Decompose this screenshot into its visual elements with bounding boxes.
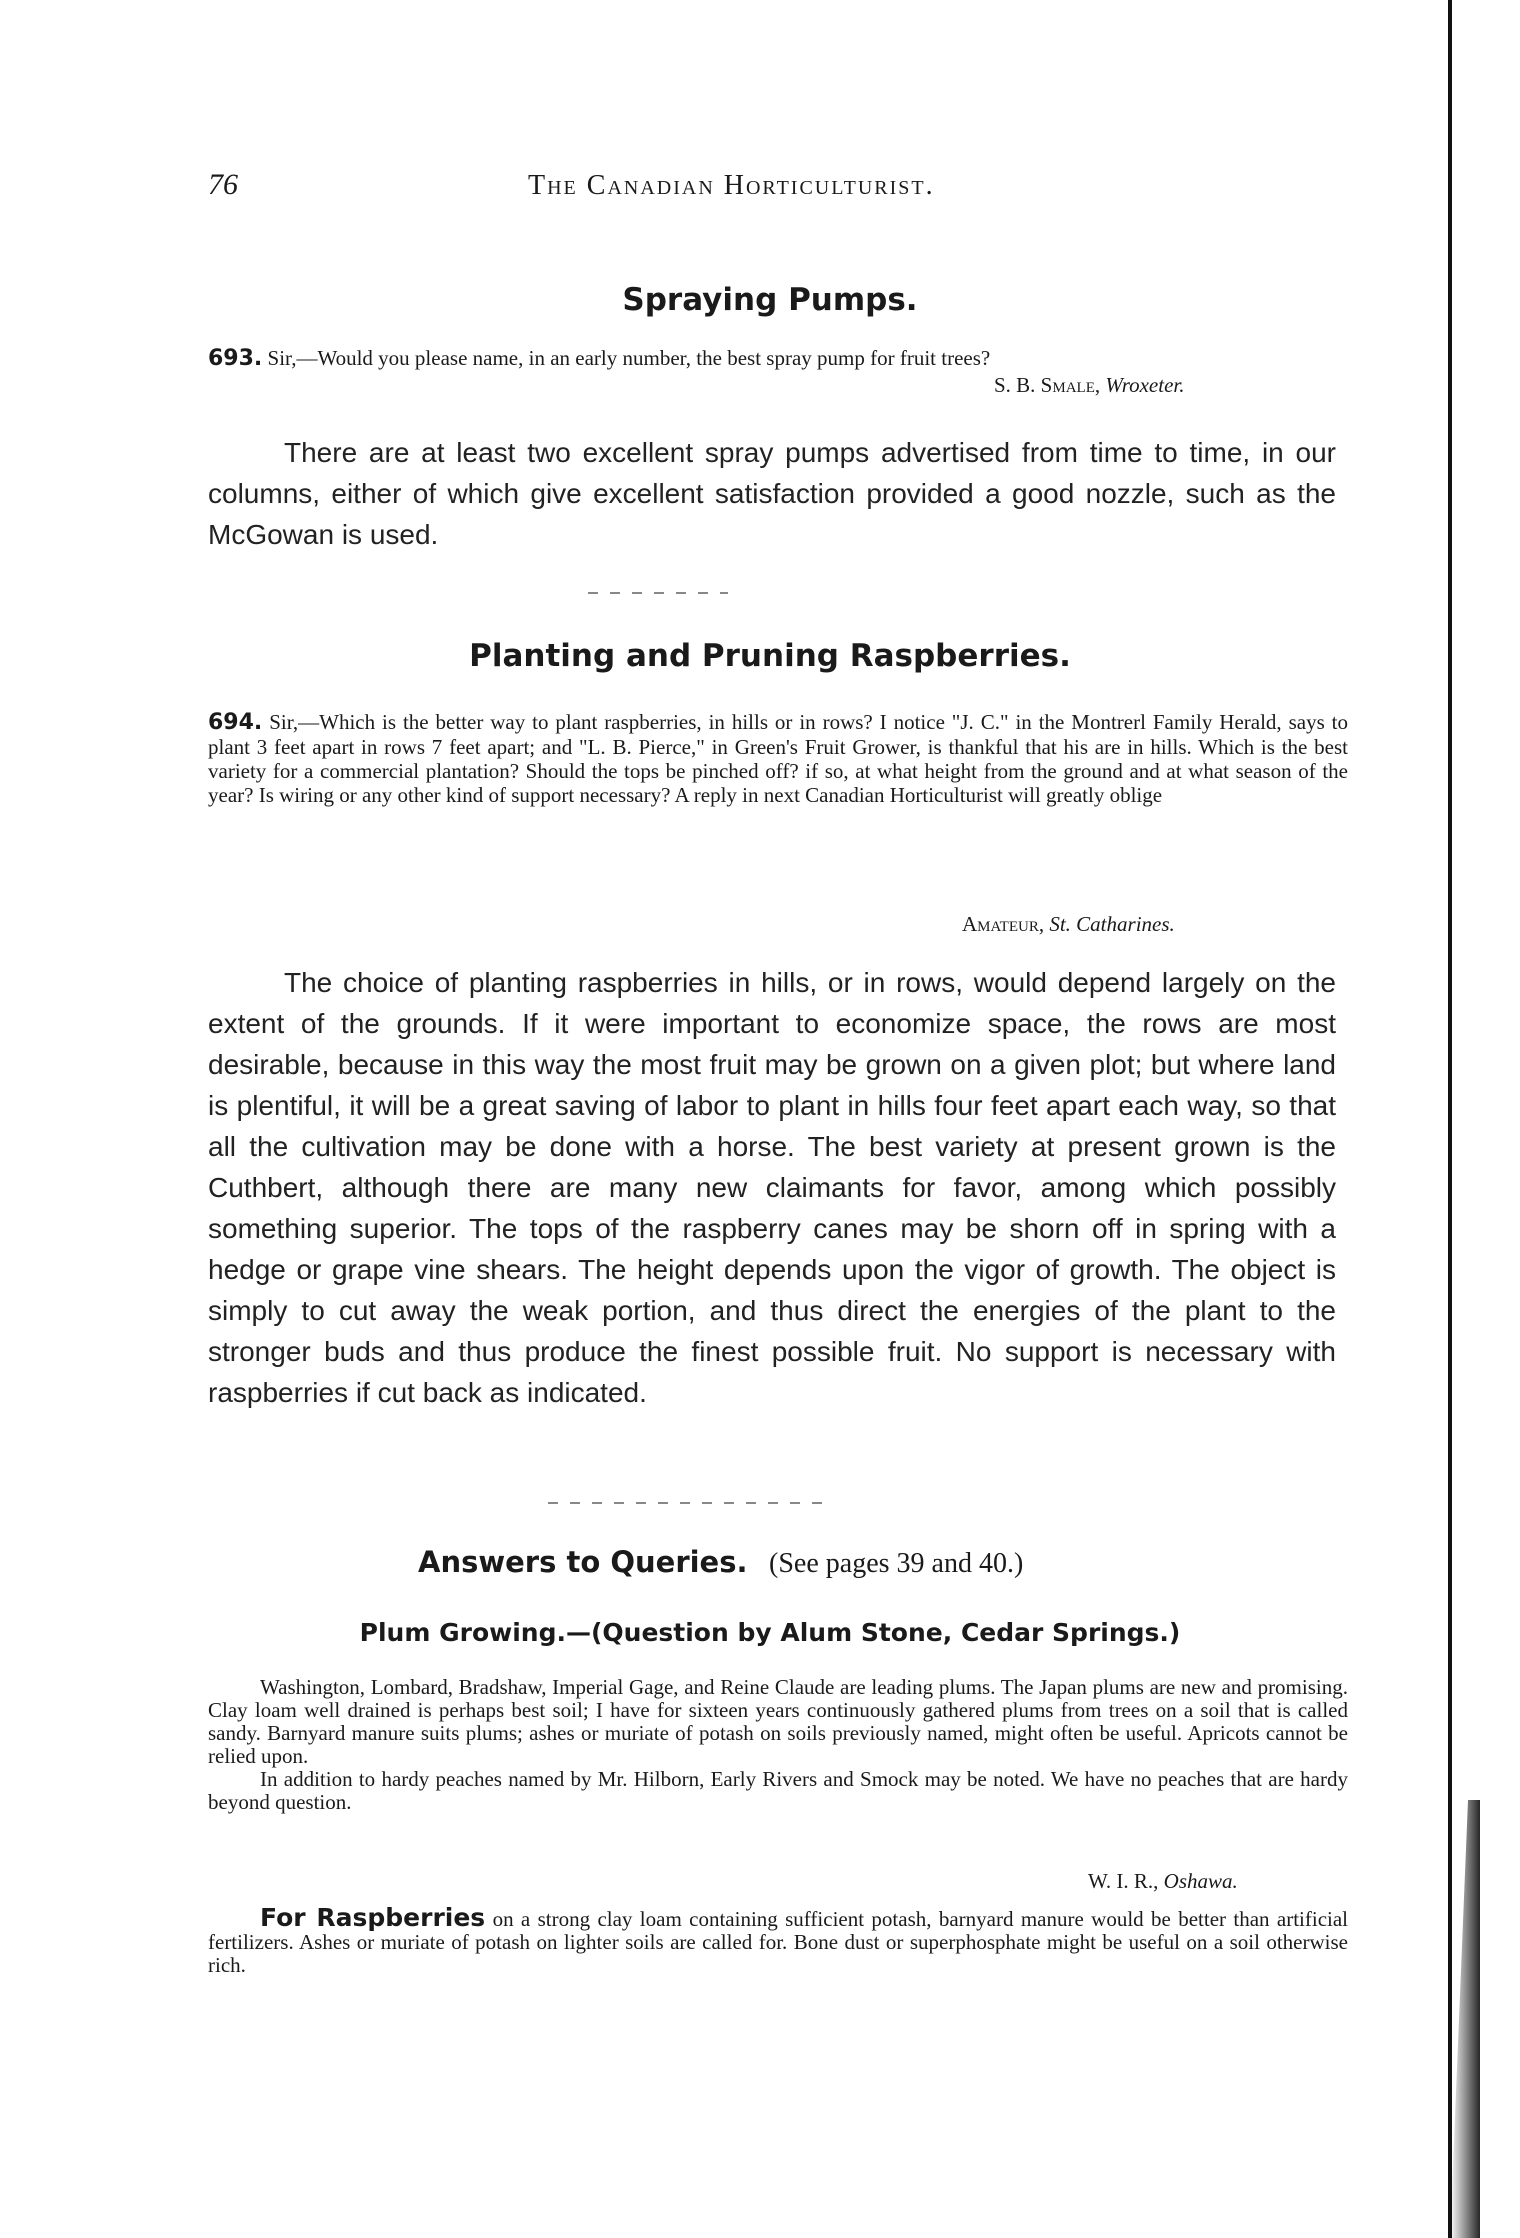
signature-name: S. B. Smale,: [994, 373, 1101, 397]
answers-heading: [418, 1545, 1318, 1580]
raspberries-paragraph: on a strong clay loam containing sufficient potash, barnyard manure would be better than artificial fertilizers. Ashes or muriate of potash on lighter soils are called for. Bone dust or superphosphate might be useful on a soil otherwise rich.: [208, 1907, 1348, 1977]
query-text: Sir,—Which is the better way to plant raspberries, in hills or in rows? I notice "J. C." in the Montrerl Family Herald, says to plant 3 feet apart in rows 7 feet apart; and "L. B. Pierce," in Green's Fruit Grower, is thankful that his are in hills. Which is the best variety for a commercial plantation? Should the tops be pinched off? if so, at what height from the ground and at what season of the year? Is wiring or any other kind of support necessary? A reply in next Canadian Horticulturist will greatly oblige: [208, 710, 1348, 807]
plum-growing-subtitle: Plum Growing.—(Question by Alum Stone, Cedar Springs.): [359, 1618, 1181, 1647]
query-text: Sir,—Would you please name, in an early number, the best spray pump for fruit trees?: [267, 346, 991, 370]
signature-place: Wroxeter.: [1105, 373, 1185, 397]
signature-place: St. Catharines.: [1049, 912, 1175, 936]
raspberries-lead: For Raspberries: [260, 1903, 486, 1932]
answer-signature: [1088, 1869, 1238, 1894]
section-divider: [548, 1502, 828, 1504]
section-title-spraying-pumps: Spraying Pumps.: [622, 282, 918, 318]
query-693: [208, 346, 1348, 371]
answer-paragraph: The choice of planting raspberries in hills, or in rows, would depend largely on the extent of the grounds. If it were important to economize space, the rows are most desirable, because in this way the most fruit may be grown on a given plot; but where land is plentiful, it will be a great saving of labor to plant in hills four feet apart each way, so that all the cultivation may be done with a horse. The best variety at present grown is the Cuthbert, although there are many new claimants for favor, among which possibly something superior. The tops of the raspberry canes may be shorn off in spring with a hedge or grape vine shears. The height depends upon the vigor of growth. The object is simply to cut away the weak portion, and thus direct the energies of the plant to the stronger buds and thus produce the finest possible fruit. No support is necessary with raspberries if cut back as indicated.: [208, 967, 1336, 1408]
running-title: The Canadian Horticulturist.: [528, 170, 935, 201]
answer-paragraph: There are at least two excellent spray pumps advertised from time to time, in our columns, either of which give excellent satisfaction provided a good nozzle, such as the McGowan is used.: [208, 437, 1336, 550]
signature-name: Amateur,: [962, 912, 1045, 936]
answer-spraying-pumps: [208, 432, 1336, 555]
peach-paragraph: In addition to hardy peaches named by Mr. Hilborn, Early Rivers and Smock may be noted. We have no peaches that are hardy beyond question.: [208, 1767, 1348, 1814]
binding-edge: [1448, 0, 1452, 2238]
plum-answer: [208, 1676, 1348, 1814]
signature-place: Oshawa.: [1163, 1869, 1238, 1893]
page-number: 76: [208, 168, 238, 201]
query-number: 693.: [208, 346, 263, 371]
raspberry-fertilizer-answer: [208, 1903, 1348, 1977]
query-signature: [962, 912, 1175, 937]
answers-title: Answers to Queries.: [418, 1545, 748, 1579]
page-header: [208, 168, 1348, 208]
signature-name: W. I. R.,: [1088, 1869, 1159, 1893]
section-divider: [588, 592, 728, 594]
query-signature: [994, 373, 1185, 398]
plum-paragraph: Washington, Lombard, Bradshaw, Imperial Gage, and Reine Claude are leading plums. The Japan plums are new and promising. Clay loam well drained is perhaps best soil; I have for sixteen years continuously gathered plums from trees on a soil that is called sandy. Barnyard manure suits plums; ashes or muriate of potash on soils previously named, might often be useful. Apricots cannot be relied upon.: [208, 1675, 1348, 1768]
answers-reference: (See pages 39 and 40.): [769, 1548, 1024, 1579]
query-694: [208, 710, 1348, 807]
section-title-raspberries: Planting and Pruning Raspberries.: [469, 638, 1071, 674]
binding-shadow: [1450, 1800, 1480, 2238]
query-number: 694.: [208, 710, 263, 735]
answer-raspberries: [208, 962, 1336, 1413]
